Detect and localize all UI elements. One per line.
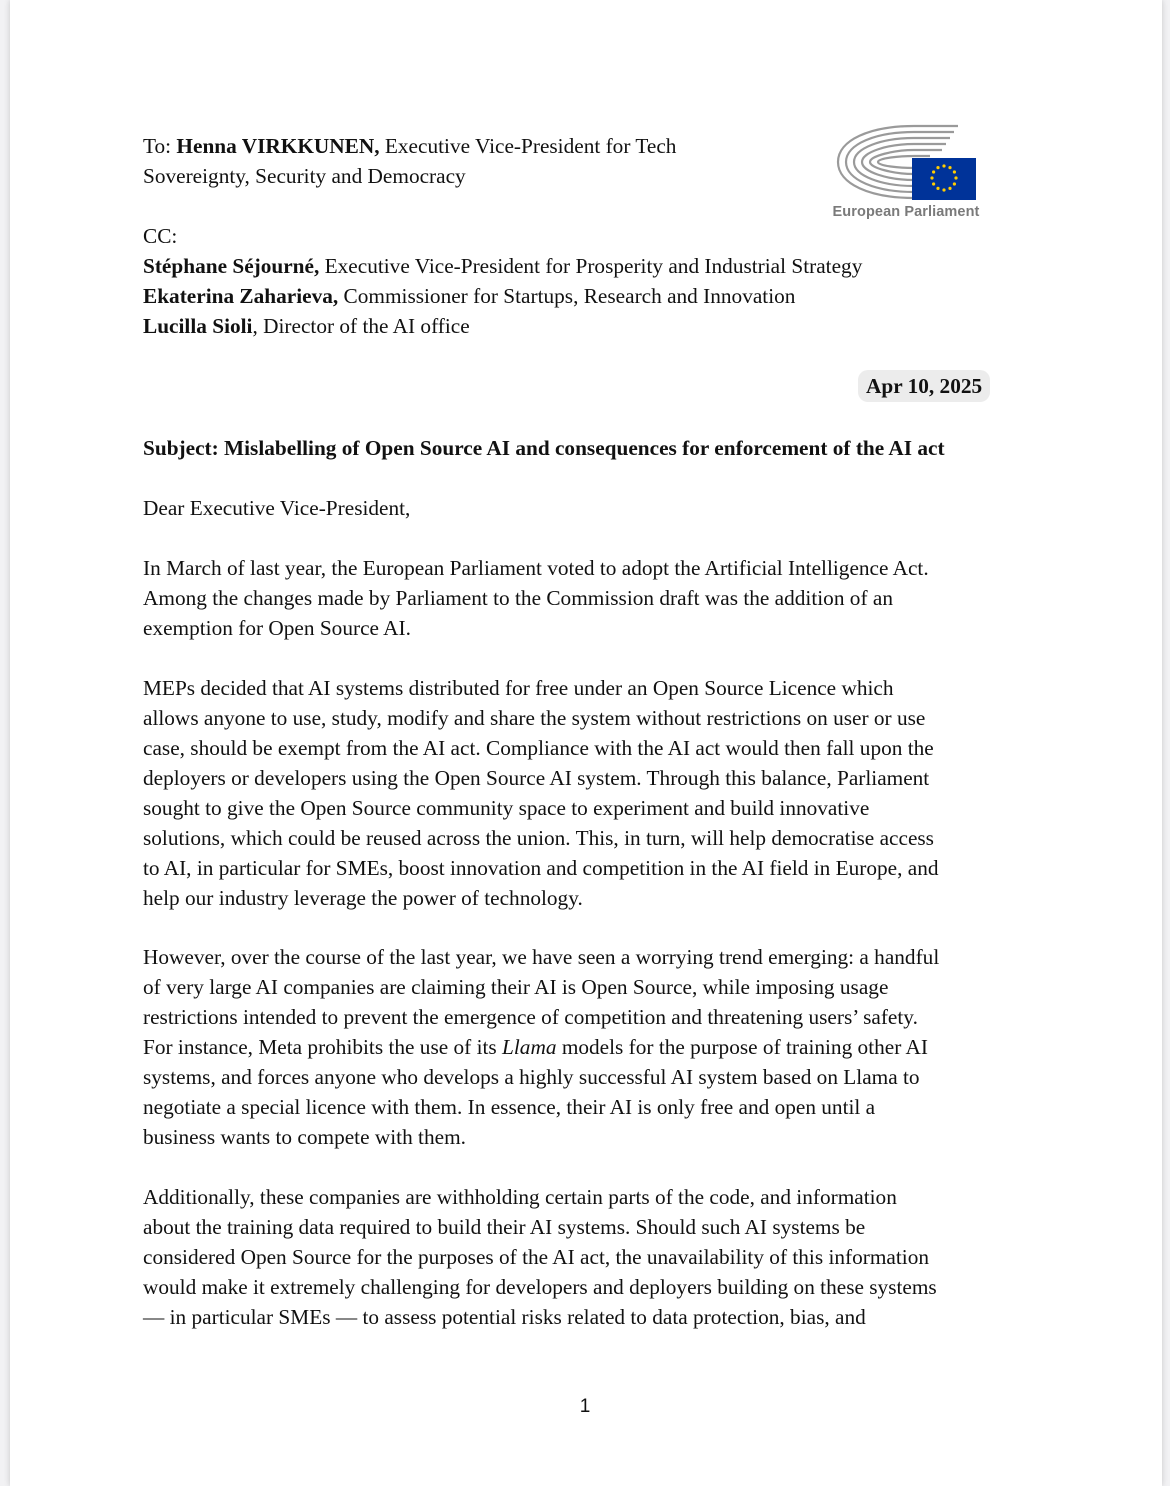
paragraph-line: of very large AI companies are claiming their AI is Open Source, while imposing usage [143, 975, 889, 999]
paragraph-line: systems, and forces anyone who develops a highly successful AI system based on Llama to [143, 1065, 920, 1089]
paragraph-2 [143, 673, 1003, 913]
cc-name: Stéphane Séjourné, [143, 254, 320, 278]
paragraph-line: deployers or developers using the Open Source AI system. Through this balance, Parliament [143, 766, 930, 790]
cc-name: Lucilla Sioli [143, 314, 253, 338]
paragraph-line: Among the changes made by Parliament to the Commission draft was the addition of an [143, 586, 893, 610]
text-segment: models for the purpose of training other AI [556, 1035, 928, 1059]
paragraph-line: Additionally, these companies are withholding certain parts of the code, and information [143, 1185, 897, 1209]
paragraph-line [143, 1032, 1003, 1062]
paragraph-line: about the training data required to build their AI systems. Should such AI systems be [143, 1215, 866, 1239]
paragraph-line: — in particular SMEs — to assess potential risks related to data protection, bias, and [143, 1305, 866, 1329]
cc-role: Commissioner for Startups, Research and Innovation [338, 284, 796, 308]
cc-role: Executive Vice-President for Prosperity and Industrial Strategy [319, 254, 863, 278]
page-number: 1 [579, 1396, 591, 1417]
text-segment: For instance, Meta prohibits the use of its [143, 1035, 503, 1059]
cc-name: Ekaterina Zaharieva, [143, 284, 339, 308]
cc-entry [143, 311, 1003, 341]
subject-text: Subject: Mislabelling of Open Source AI and consequences for enforcement of the AI act [143, 436, 945, 460]
cc-entry [143, 281, 1003, 311]
salutation: Dear Executive Vice-President, [143, 496, 411, 520]
llama-italic: Llama [502, 1035, 557, 1059]
paragraph-line: case, should be exempt from the AI act. Compliance with the AI act would then fall upon the [143, 736, 934, 760]
paragraph-line: negotiate a special licence with them. In essence, their AI is only free and open until a [143, 1095, 876, 1119]
paragraph-line: would make it extremely challenging for developers and deployers building on these systems [143, 1275, 937, 1299]
paragraph-line: sought to give the Open Source community space to experiment and build innovative [143, 796, 870, 820]
recipient-line-2: Sovereignty, Security and Democracy [143, 164, 466, 188]
paragraph-line: considered Open Source for the purposes of the AI act, the unavailability of this information [143, 1245, 929, 1269]
paragraph-3 [143, 942, 1003, 1152]
cc-label: CC: [143, 224, 178, 248]
recipient-line-1 [143, 131, 1003, 161]
recipient-block [143, 131, 1003, 191]
recipient-prefix: To: [143, 134, 177, 158]
subject-line [143, 433, 1003, 463]
paragraph-line: exemption for Open Source AI. [143, 616, 411, 640]
cc-block [143, 221, 1003, 341]
paragraph-line: In March of last year, the European Parliament voted to adopt the Artificial Intelligence Act. [143, 556, 929, 580]
paragraph-line: business wants to compete with them. [143, 1125, 466, 1149]
logo-caption: European Parliament [832, 204, 980, 220]
cc-entry [143, 251, 1003, 281]
paragraph-4 [143, 1182, 1003, 1332]
paragraph-line: MEPs decided that AI systems distributed for free under an Open Source Licence which [143, 676, 894, 700]
paragraph-line: restrictions intended to prevent the emergence of competition and threatening users’ safety. [143, 1005, 918, 1029]
recipient-name: Henna VIRKKUNEN, [176, 134, 380, 158]
paragraph-line: solutions, which could be reused across the union. This, in turn, will help democratise access [143, 826, 934, 850]
letter-date: Apr 10, 2025 [858, 370, 990, 402]
cc-role: , Director of the AI office [252, 314, 470, 338]
paragraph-line: allows anyone to use, study, modify and share the system without restrictions on user or use [143, 706, 926, 730]
paragraph-line: to AI, in particular for SMEs, boost innovation and competition in the AI field in Europe, and [143, 856, 939, 880]
paragraph-line: help our industry leverage the power of technology. [143, 886, 583, 910]
paragraph-line: However, over the course of the last year, we have seen a worrying trend emerging: a handful [143, 945, 940, 969]
recipient-title: Executive Vice-President for Tech [379, 134, 677, 158]
paragraph-1 [143, 553, 1003, 643]
